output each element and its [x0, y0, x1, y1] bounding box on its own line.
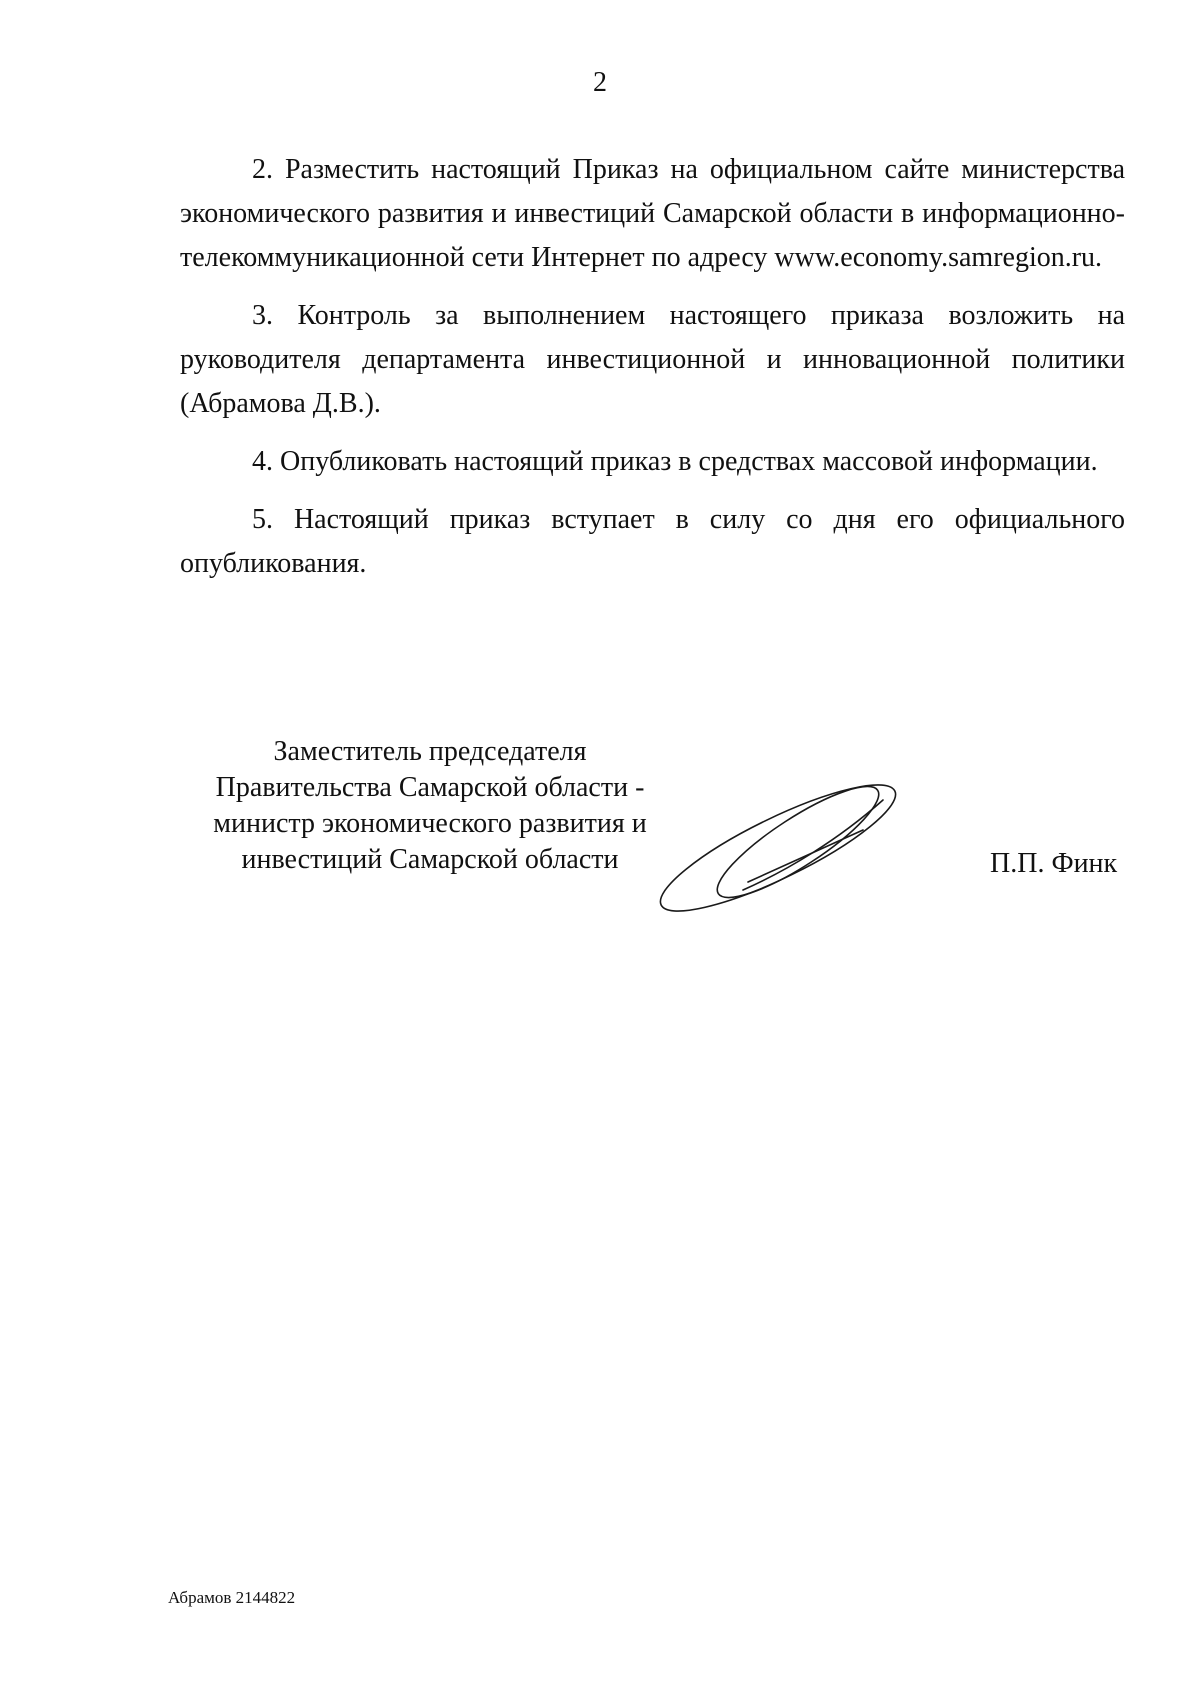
signatory-position-line: Заместитель председателя [273, 736, 587, 767]
handwritten-signature [648, 770, 908, 920]
signatory-position-line: министр экономического развития и [213, 808, 647, 839]
signatory-position [200, 734, 660, 878]
executor-note: Абрамов 2144822 [168, 1588, 296, 1607]
signatory-name: П.П. Финк [990, 848, 1118, 879]
paragraph-3: 3. Контроль за выполнением настоящего приказа возложить на руководителя департамента инвестиционной и инновационной политики (Абрамова Д.В.). [180, 300, 1125, 419]
page-number: 2 [593, 67, 607, 98]
paragraph-4: 4. Опубликовать настоящий приказ в средствах массовой информации. [252, 446, 1098, 477]
signatory-position-line: инвестиций Самарской области [241, 844, 619, 875]
document-body [180, 148, 1125, 586]
paragraph-5: 5. Настоящий приказ вступает в силу со дня его официального опубликования. [180, 504, 1125, 579]
paragraph-2: 2. Разместить настоящий Приказ на официальном сайте министерства экономического развития и инвестиций Самарской области в информационно-телекоммуникационной сети Интернет по адресу www.economy.samregion.ru. [180, 154, 1125, 273]
signatory-position-line: Правительства Самарской области - [215, 772, 645, 803]
